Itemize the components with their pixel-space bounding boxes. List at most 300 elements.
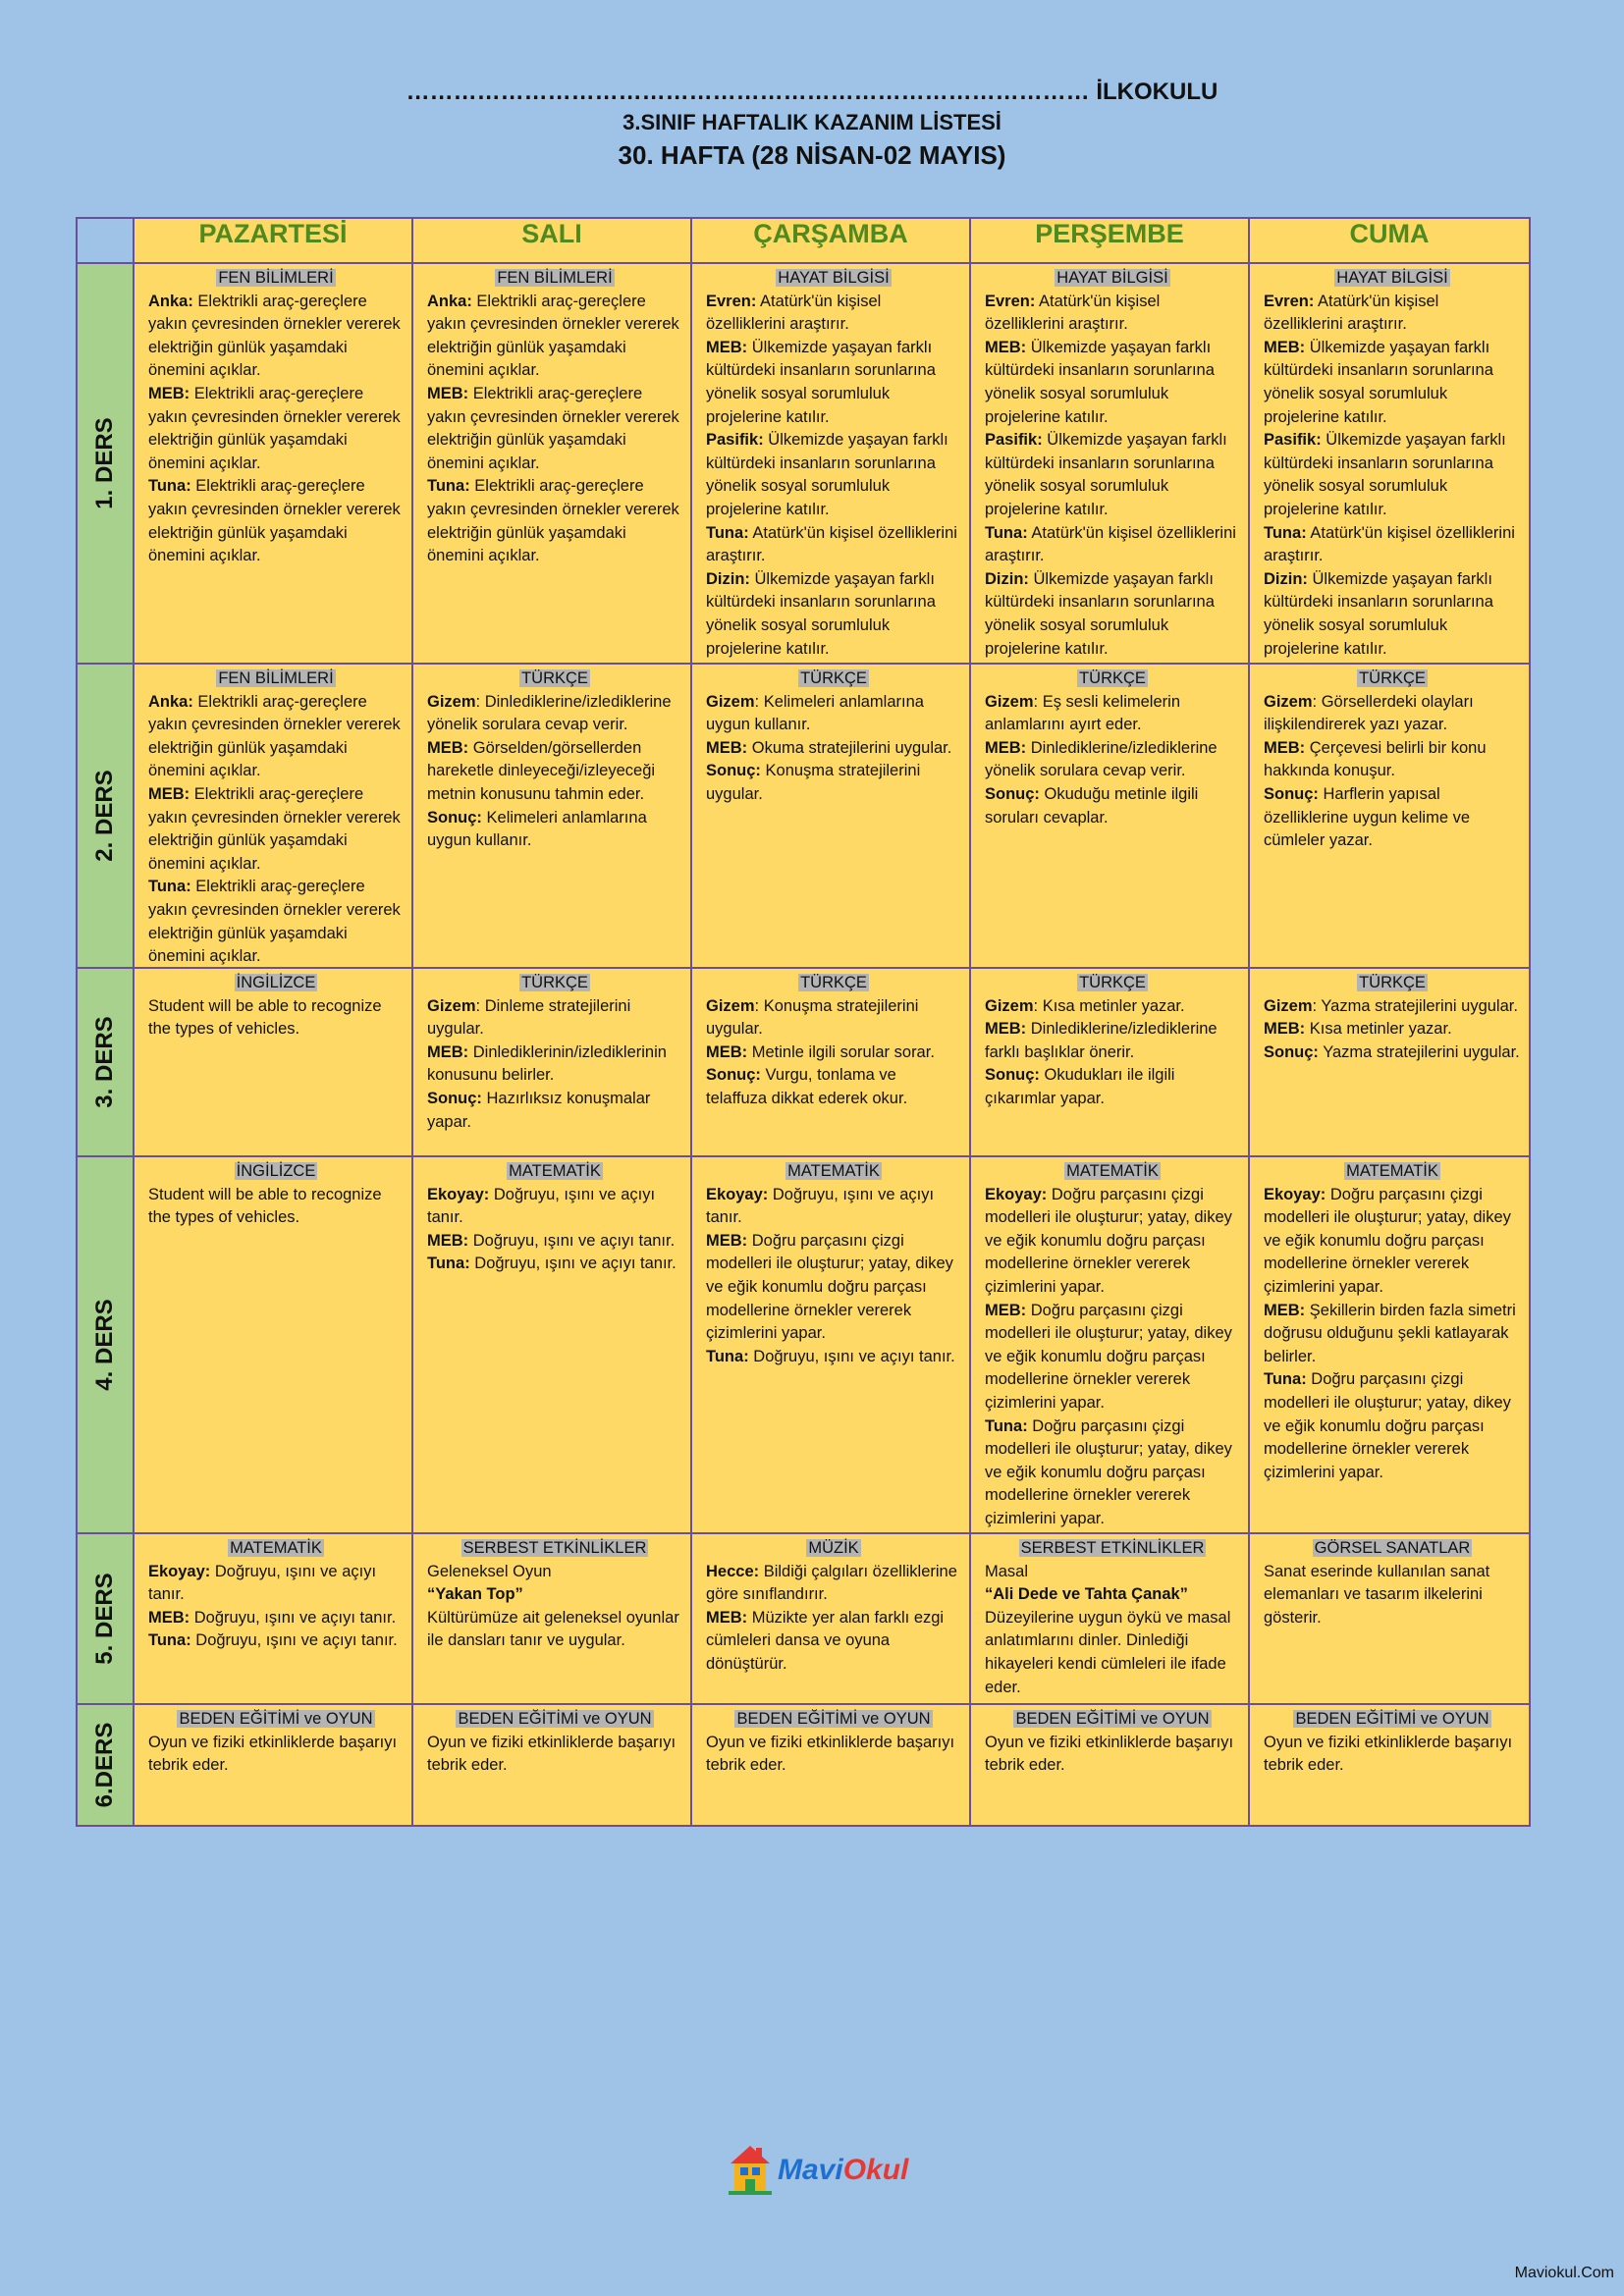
publisher-label: MEB: [706, 1608, 748, 1627]
outcome-text: Atatürk'ün kişisel özelliklerini araştırır. [1264, 292, 1439, 334]
lesson-cell [970, 1156, 1249, 1533]
subject-title [706, 1160, 961, 1184]
outcome-text: : Dinlediklerine/izlediklerine yönelik sorulara cevap verir. [427, 692, 672, 734]
lesson-row [77, 263, 1530, 664]
outcome-line [1264, 429, 1521, 521]
outcome-text: : Kelimeleri anlamlarına uygun kullanır. [706, 692, 924, 734]
outcome-text: Konuşma stratejilerini uygular. [706, 762, 921, 803]
outcome-line [148, 475, 404, 567]
day-header: PAZARTESİ [134, 218, 412, 263]
outcome-text: Hazırlıksız konuşmalar yapar. [427, 1089, 651, 1131]
outcome-text: Doğruyu, ışını ve açıyı tanır. [148, 1562, 377, 1604]
publisher-label: Anka: [427, 292, 472, 310]
subject-title [1264, 1708, 1521, 1732]
outcome-text: : Eş sesli kelimelerin anlamlarını ayırt eder. [985, 692, 1180, 734]
lesson-cell [691, 1704, 970, 1826]
outcome-line [1264, 995, 1521, 1019]
lesson-cell [1249, 968, 1530, 1156]
subject-label: TÜRKÇE [1359, 974, 1426, 991]
corner-cell [77, 218, 134, 263]
outcome-text: Doğru parçasını çizgi modelleri ile oluşturur; yatay, dikey ve eğik konumlu doğru parçası modellerine örnekler vererek çizimlerini yapar. [985, 1185, 1232, 1296]
publisher-label: Ekoyay: [148, 1562, 211, 1580]
outcome-line [985, 1732, 1240, 1778]
outcome-text: Metinle ilgili sorular sorar. [747, 1042, 935, 1061]
publisher-label: Sonuç: [706, 762, 761, 780]
subject-title [985, 667, 1240, 691]
publisher-label: MEB: [427, 1231, 469, 1250]
lesson-cell [1249, 1156, 1530, 1533]
outcome-line [985, 1583, 1240, 1607]
period-cell [77, 263, 134, 664]
publisher-label: Tuna: [148, 477, 191, 496]
lesson-row [77, 664, 1530, 968]
subject-title [1264, 667, 1521, 691]
lesson-cell [412, 1533, 691, 1704]
outcome-line [427, 1583, 682, 1607]
publisher-label: Tuna: [1264, 1370, 1307, 1389]
outcome-text: Doğruyu, ışını ve açıyı tanır. [469, 1255, 677, 1273]
outcome-text: Ülkemizde yaşayan farklı kültürdeki insanların sorunlarına yönelik sosyal sorumluluk projelerine katılır. [1264, 431, 1506, 518]
subject-title [1264, 972, 1521, 995]
subject-label: TÜRKÇE [800, 974, 867, 991]
outcome-text: Ülkemizde yaşayan farklı kültürdeki insanların sorunlarına yönelik sosyal sorumluluk projelerine katılır. [985, 338, 1215, 426]
footer-site: Maviokul.Com [1514, 2265, 1614, 2281]
publisher-label: Tuna: [427, 1255, 470, 1273]
lesson-cell [134, 968, 412, 1156]
outcome-text: Ülkemizde yaşayan farklı kültürdeki insanların sorunlarına yönelik sosyal sorumluluk projelerine katılır. [1264, 338, 1493, 426]
outcome-line [148, 1184, 404, 1230]
outcome-line [985, 737, 1240, 783]
outcome-text: : Kısa metinler yazar. [1033, 996, 1185, 1015]
outcome-text: Kelimeleri anlamlarına uygun kullanır. [427, 808, 647, 850]
outcome-text: Elektrikli araç-gereçlere yakın çevresinden örnekler vererek elektriğin günlük yaşamdaki önemini açıklar. [148, 878, 401, 966]
logo-text: MaviOkul [778, 2154, 909, 2186]
outcome-line [427, 1253, 682, 1276]
outcome-text: Ülkemizde yaşayan farklı kültürdeki insanların sorunlarına yönelik sosyal sorumluluk projelerine katılır. [706, 569, 936, 658]
page-header [0, 77, 1624, 173]
lesson-cell [412, 263, 691, 664]
subject-label: TÜRKÇE [521, 669, 588, 687]
publisher-label: MEB: [427, 1042, 469, 1061]
outcome-line [148, 995, 404, 1041]
outcome-text: Elektrikli araç-gereçlere yakın çevresinden örnekler vererek elektriğin günlük yaşamdaki önemini açıklar. [427, 292, 679, 380]
subject-label: BEDEN EĞİTİMİ ve OYUN [458, 1710, 652, 1728]
outcome-line [148, 383, 404, 475]
outcome-line [148, 291, 404, 383]
publisher-label: Gizem [985, 692, 1034, 711]
subject-title [1264, 267, 1521, 291]
outcome-text: Dinlediklerine/izlediklerine yönelik sorulara cevap verir. [985, 738, 1218, 780]
lesson-row [77, 1704, 1530, 1826]
outcome-line [985, 783, 1240, 829]
publisher-label: Gizem [427, 996, 476, 1015]
subject-title [148, 1708, 404, 1732]
outcome-line [427, 691, 682, 737]
outcome-text: Elektrikli araç-gereçlere yakın çevresinden örnekler vererek elektriğin günlük yaşamdaki önemini açıklar. [148, 784, 401, 873]
outcome-line [706, 1064, 961, 1110]
outcome-text: Görselden/görsellerden hareketle dinleyeceği/izleyeceği metnin konusunu tahmin eder. [427, 738, 656, 803]
publisher-label: Ekoyay: [427, 1185, 490, 1203]
publisher-label: Ekoyay: [706, 1185, 769, 1203]
outcome-line [706, 568, 961, 661]
publisher-label: MEB: [706, 1231, 748, 1250]
publisher-label: Tuna: [985, 523, 1028, 542]
outcome-text: Doğruyu, ışını ve açıyı tanır. [189, 1608, 397, 1627]
subject-title [1264, 1537, 1521, 1561]
outcome-line [706, 1607, 961, 1677]
outcome-text: Dinlediklerine/izlediklerine farklı başlıklar önerir. [985, 1020, 1218, 1061]
outcome-text: Oyun ve fiziki etkinliklerde başarıyı tebrik eder. [1264, 1733, 1513, 1775]
publisher-label: Evren: [985, 292, 1036, 310]
publisher-label: MEB: [985, 1020, 1027, 1039]
lesson-cell [134, 664, 412, 968]
subject-title [427, 1160, 682, 1184]
outcome-text: Geleneksel Oyun [427, 1562, 552, 1580]
publisher-label: MEB: [1264, 738, 1306, 757]
publisher-label: Gizem [427, 692, 476, 711]
lesson-cell [970, 664, 1249, 968]
outcome-line [985, 522, 1240, 568]
publisher-label: Anka: [148, 292, 193, 310]
subject-label: TÜRKÇE [800, 669, 867, 687]
outcome-text: Elektrikli araç-gereçlere yakın çevresinden örnekler vererek elektriğin günlük yaşamdaki önemini açıklar. [427, 477, 679, 565]
outcome-line [148, 691, 404, 783]
outcome-text: Doğru parçasını çizgi modelleri ile oluşturur; yatay, dikey ve eğik konumlu doğru parçası modellerine örnekler vererek çizimlerini yapar. [1264, 1370, 1511, 1481]
publisher-label: Dizin: [706, 569, 750, 588]
lesson-cell [134, 1704, 412, 1826]
outcome-text: : Görsellerdeki olayları ilişkilendirerek yazı yazar. [1264, 692, 1474, 734]
subject-title [148, 267, 404, 291]
subject-label: FEN BİLİMLERİ [218, 669, 334, 687]
maviokul-logo [727, 2140, 909, 2201]
outcome-line [706, 760, 961, 806]
subject-title [427, 1537, 682, 1561]
outcome-text: : Dinleme stratejilerini uygular. [427, 996, 631, 1039]
outcome-text: Doğruyu, ışını ve açıyı tanır. [706, 1185, 935, 1227]
publisher-label: Evren: [706, 292, 757, 310]
outcome-text: Oyun ve fiziki etkinliklerde başarıyı tebrik eder. [706, 1733, 955, 1775]
subject-label: HAYAT BİLGİSİ [1056, 269, 1168, 287]
outcome-line [427, 807, 682, 853]
outcome-text: Şekillerin birden fazla simetri doğrusu olduğunu şekli katlayarak belirler. [1264, 1301, 1516, 1365]
publisher-label: Gizem [1264, 692, 1313, 711]
outcome-line [706, 1346, 961, 1369]
period-cell [77, 1704, 134, 1826]
outcome-text: Okuma stratejilerini uygular. [747, 738, 952, 757]
outcome-text: Atatürk'ün kişisel özelliklerini araştırır. [706, 292, 882, 334]
lesson-cell [412, 968, 691, 1156]
subject-label: MATEMATİK [509, 1162, 601, 1180]
outcome-line [427, 737, 682, 807]
outcome-text: : Yazma stratejilerini uygular. [1312, 996, 1518, 1015]
outcome-line [985, 1184, 1240, 1300]
publisher-label: Pasifik: [985, 431, 1043, 450]
outcome-line [1264, 737, 1521, 783]
publisher-label: Sonuç: [1264, 784, 1319, 803]
outcome-text: Oyun ve fiziki etkinliklerde başarıyı tebrik eder. [427, 1733, 677, 1775]
publisher-label: “Ali Dede ve Tahta Çanak” [985, 1585, 1188, 1604]
subject-label: MATEMATİK [230, 1539, 322, 1557]
lesson-cell [134, 263, 412, 664]
outcome-text: Okudukları ile ilgili çıkarımlar yapar. [985, 1066, 1175, 1107]
publisher-label: MEB: [1264, 1301, 1306, 1319]
outcome-text: Doğru parçasını çizgi modelleri ile oluşturur; yatay, dikey ve eğik konumlu doğru parçası modellerine örnekler vererek çizimlerini yapar. [985, 1416, 1232, 1527]
outcome-line [427, 1607, 682, 1653]
outcome-line [706, 1230, 961, 1346]
outcome-line [427, 1561, 682, 1584]
subject-label: İNGİLİZCE [236, 974, 316, 991]
outcome-line [1264, 1561, 1521, 1630]
subject-title [427, 267, 682, 291]
outcome-text: Çerçevesi belirli bir konu hakkında konuşur. [1264, 738, 1487, 780]
subject-title [427, 667, 682, 691]
outcome-text: Sanat eserinde kullanılan sanat elemanları ve tasarım ilkelerini gösterir. [1264, 1562, 1490, 1627]
lesson-cell [134, 1533, 412, 1704]
outcome-line [706, 737, 961, 761]
publisher-label: MEB: [427, 738, 469, 757]
outcome-line [1264, 1732, 1521, 1778]
outcome-text: Kısa metinler yazar. [1305, 1020, 1452, 1039]
subject-label: BEDEN EĞİTİMİ ve OYUN [736, 1710, 931, 1728]
subject-title [985, 1537, 1240, 1561]
subject-label: MATEMATİK [787, 1162, 880, 1180]
publisher-label: Tuna: [148, 1631, 191, 1650]
publisher-label: “Yakan Top” [427, 1585, 523, 1604]
publisher-label: MEB: [985, 738, 1027, 757]
outcome-text: Doğruyu, ışını ve açıyı tanır. [748, 1347, 955, 1365]
lesson-cell [970, 263, 1249, 664]
publisher-label: Ekoyay: [1264, 1185, 1326, 1203]
outcome-line [706, 1041, 961, 1065]
outcome-text: Doğru parçasını çizgi modelleri ile oluşturur; yatay, dikey ve eğik konumlu doğru parçası modellerine örnekler vererek çizimlerini yapar. [1264, 1185, 1511, 1296]
outcome-line [706, 429, 961, 521]
day-header: CUMA [1249, 218, 1530, 263]
outcome-line [985, 1300, 1240, 1415]
outcome-text: Okuduğu metinle ilgili soruları cevaplar. [985, 784, 1199, 827]
lesson-row [77, 1156, 1530, 1533]
outcome-line [427, 475, 682, 567]
subject-label: İNGİLİZCE [236, 1162, 316, 1180]
subject-title [148, 667, 404, 691]
lesson-cell [691, 1533, 970, 1704]
outcome-line [706, 291, 961, 337]
publisher-label: Hecce: [706, 1562, 760, 1580]
list-title: 3.SINIF HAFTALIK KAZANIM LİSTESİ [623, 110, 1001, 134]
outcome-line [1264, 522, 1521, 568]
outcome-text: Student will be able to recognize the types of vehicles. [148, 1185, 382, 1227]
lesson-cell [691, 263, 970, 664]
outcome-text: Doğruyu, ışını ve açıyı tanır. [468, 1231, 676, 1250]
outcome-text: Ülkemizde yaşayan farklı kültürdeki insanların sorunlarına yönelik sosyal sorumluluk projelerine katılır. [1264, 569, 1493, 658]
outcome-line [985, 568, 1240, 661]
outcome-line [1264, 1184, 1521, 1300]
outcome-text: Dinlediklerinin/izlediklerinin konusunu belirler. [427, 1042, 667, 1085]
subject-label: BEDEN EĞİTİMİ ve OYUN [1015, 1710, 1210, 1728]
subject-label: SERBEST ETKİNLİKLER [1020, 1539, 1205, 1557]
outcome-line [1264, 291, 1521, 337]
day-header-row [77, 218, 1530, 263]
subject-label: HAYAT BİLGİSİ [778, 269, 890, 287]
outcome-line [148, 876, 404, 968]
outcome-text: Doğruyu, ışını ve açıyı tanır. [427, 1185, 656, 1227]
publisher-label: Tuna: [427, 477, 470, 496]
outcome-text: Atatürk'ün kişisel özelliklerini araştırır. [985, 292, 1161, 334]
publisher-label: MEB: [985, 1301, 1027, 1319]
lesson-cell [970, 1704, 1249, 1826]
outcome-line [148, 1561, 404, 1607]
lesson-cell [1249, 263, 1530, 664]
subject-title [985, 267, 1240, 291]
lesson-cell [1249, 1533, 1530, 1704]
outcome-line [985, 1018, 1240, 1064]
publisher-label: Pasifik: [1264, 431, 1322, 450]
publisher-label: Sonuç: [427, 1089, 482, 1107]
outcome-text: Oyun ve fiziki etkinliklerde başarıyı tebrik eder. [985, 1733, 1234, 1775]
outcome-text: Düzeyilerine uygun öykü ve masal anlatımlarını dinler. Dinlediği hikayeleri kendi cümleleri ile ifade eder. [985, 1608, 1231, 1696]
subject-title [1264, 1160, 1521, 1184]
day-header: SALI [412, 218, 691, 263]
outcome-text: Yazma stratejilerini uygular. [1318, 1042, 1520, 1061]
outcome-text: Masal [985, 1562, 1029, 1580]
outcome-line [427, 1184, 682, 1230]
subject-title [706, 1708, 961, 1732]
period-cell [77, 664, 134, 968]
house-icon [727, 2140, 774, 2197]
outcome-text: Doğru parçasını çizgi modelleri ile oluşturur; yatay, dikey ve eğik konumlu doğru parçası modellerine örnekler vererek çizimlerini yapar. [706, 1231, 953, 1343]
outcome-text: Doğruyu, ışını ve açıyı tanır. [190, 1631, 398, 1650]
outcome-text: Elektrikli araç-gereçlere yakın çevresinden örnekler vererek elektriğin günlük yaşamdaki önemini açıklar. [427, 384, 679, 472]
publisher-label: Sonuç: [706, 1066, 761, 1085]
outcome-text: Elektrikli araç-gereçlere yakın çevresinden örnekler vererek elektriğin günlük yaşamdaki önemini açıklar. [148, 477, 401, 565]
publisher-label: MEB: [148, 1608, 190, 1627]
publisher-label: Evren: [1264, 292, 1315, 310]
outcome-line [985, 291, 1240, 337]
publisher-label: Ekoyay: [985, 1185, 1048, 1203]
outcome-line [1264, 1018, 1521, 1041]
outcome-text: Ülkemizde yaşayan farklı kültürdeki insanların sorunlarına yönelik sosyal sorumluluk projelerine katılır. [985, 431, 1227, 518]
subject-label: TÜRKÇE [1079, 669, 1146, 687]
lesson-cell [691, 664, 970, 968]
period-cell [77, 1156, 134, 1533]
outcome-text: Oyun ve fiziki etkinliklerde başarıyı tebrik eder. [148, 1733, 398, 1775]
outcome-text: Student will be able to recognize the types of vehicles. [148, 996, 382, 1039]
outcome-line [1264, 1300, 1521, 1369]
outcome-line [148, 1607, 404, 1630]
outcome-line [706, 691, 961, 737]
publisher-label: Sonuç: [985, 1066, 1040, 1085]
subject-label: TÜRKÇE [1079, 974, 1146, 991]
outcome-line [427, 1230, 682, 1254]
publisher-label: MEB: [706, 338, 748, 356]
publisher-label: Tuna: [1264, 523, 1307, 542]
outcome-line [1264, 1041, 1521, 1065]
outcome-text: Atatürk'ün kişisel özelliklerini araştırır. [985, 523, 1236, 565]
outcome-text: Kültürümüze ait geleneksel oyunlar ile dansları tanır ve uygular. [427, 1608, 679, 1650]
subject-title [706, 972, 961, 995]
outcome-line [427, 291, 682, 383]
outcome-line [985, 1561, 1240, 1584]
subject-label: TÜRKÇE [521, 974, 588, 991]
publisher-label: Gizem [706, 692, 755, 711]
outcome-line [706, 522, 961, 568]
day-header: ÇARŞAMBA [691, 218, 970, 263]
period-cell [77, 968, 134, 1156]
period-label: 1. DERS [91, 417, 118, 509]
period-label: 4. DERS [91, 1299, 118, 1391]
outcome-line [985, 337, 1240, 429]
outcome-text: Atatürk'ün kişisel özelliklerini araştırır. [706, 523, 957, 565]
lesson-cell [1249, 1704, 1530, 1826]
publisher-label: Dizin: [1264, 569, 1308, 588]
period-cell [77, 1533, 134, 1704]
outcome-text: Atatürk'ün kişisel özelliklerini araştırır. [1264, 523, 1515, 565]
publisher-label: MEB: [985, 338, 1027, 356]
outcome-line [1264, 783, 1521, 853]
outcome-line [427, 1041, 682, 1088]
outcome-text: Harflerin yapısal özelliklerine uygun kelime ve cümleler yazar. [1264, 784, 1471, 850]
publisher-label: Gizem [1264, 996, 1313, 1015]
lesson-cell [1249, 664, 1530, 968]
subject-title [148, 1160, 404, 1184]
subject-title [706, 1537, 961, 1561]
outcome-text: Müzikte yer alan farklı ezgi cümleleri dansa ve oyuna dönüştürür. [706, 1608, 945, 1673]
publisher-label: Sonuç: [985, 784, 1040, 803]
publisher-label: Tuna: [706, 1347, 749, 1365]
period-label: 5. DERS [91, 1573, 118, 1665]
subject-title [706, 267, 961, 291]
lesson-row [77, 1533, 1530, 1704]
outcome-line [1264, 568, 1521, 661]
publisher-label: Dizin: [985, 569, 1029, 588]
publisher-label: MEB: [706, 1042, 748, 1061]
outcome-text: Doğru parçasını çizgi modelleri ile oluşturur; yatay, dikey ve eğik konumlu doğru parçası modellerine örnekler vererek çizimlerini yapar. [985, 1301, 1232, 1412]
outcome-text: Vurgu, tonlama ve telaffuza dikkat ederek okur. [706, 1066, 908, 1107]
outcome-line [148, 1629, 404, 1653]
subject-label: FEN BİLİMLERİ [218, 269, 334, 287]
outcome-line [706, 1184, 961, 1230]
lesson-cell [691, 968, 970, 1156]
outcome-text: Ülkemizde yaşayan farklı kültürdeki insanların sorunlarına yönelik sosyal sorumluluk projelerine katılır. [706, 338, 936, 426]
outcome-line [706, 1561, 961, 1607]
publisher-label: Gizem [985, 996, 1034, 1015]
subject-title [427, 972, 682, 995]
publisher-label: MEB: [706, 738, 748, 757]
lesson-cell [970, 968, 1249, 1156]
outcome-text: Ülkemizde yaşayan farklı kültürdeki insanların sorunlarına yönelik sosyal sorumluluk projelerine katılır. [985, 569, 1215, 658]
outcome-line [985, 691, 1240, 737]
publisher-label: Sonuç: [427, 808, 482, 827]
lesson-cell [134, 1156, 412, 1533]
subject-label: MÜZİK [808, 1539, 859, 1557]
week-title: 30. HAFTA (28 NİSAN-02 MAYIS) [618, 140, 1006, 170]
outcome-line [427, 1732, 682, 1778]
outcome-line [148, 783, 404, 876]
outcome-text: Bildiği çalgıları özelliklerine göre sınıflandırır. [706, 1562, 957, 1604]
period-label: 6.DERS [91, 1722, 118, 1808]
subject-title [706, 667, 961, 691]
publisher-label: Tuna: [148, 878, 191, 896]
subject-label: MATEMATİK [1066, 1162, 1159, 1180]
outcome-line [985, 1607, 1240, 1699]
outcome-line [985, 995, 1240, 1019]
subject-label: BEDEN EĞİTİMİ ve OYUN [179, 1710, 373, 1728]
subject-label: HAYAT BİLGİSİ [1336, 269, 1448, 287]
period-label: 2. DERS [91, 770, 118, 862]
outcome-line [148, 1732, 404, 1778]
subject-label: SERBEST ETKİNLİKLER [462, 1539, 647, 1557]
outcome-line [1264, 1368, 1521, 1484]
outcome-line [1264, 337, 1521, 429]
